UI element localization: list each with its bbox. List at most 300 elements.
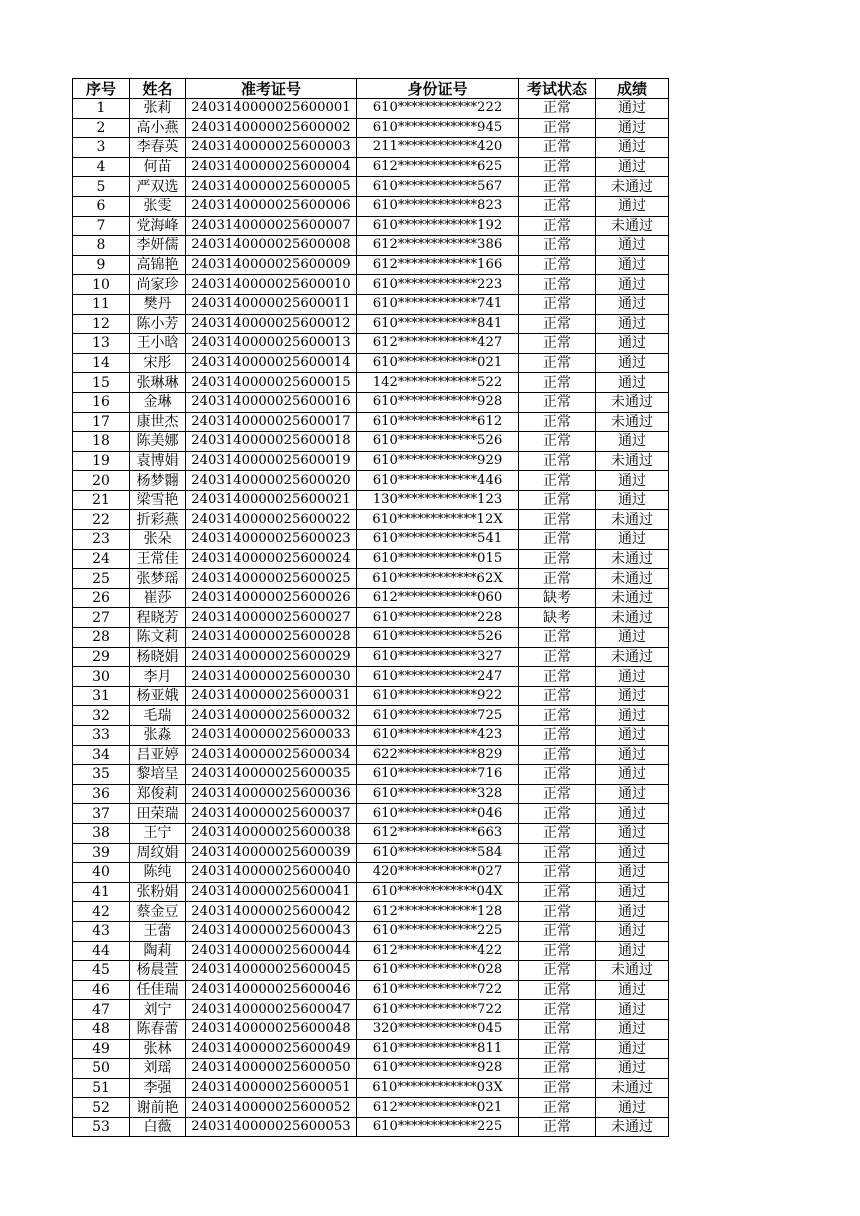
cell-id: 610************192	[357, 216, 519, 236]
cell-name: 谢前艳	[130, 1098, 186, 1118]
cell-status: 正常	[519, 314, 596, 334]
cell-status: 正常	[519, 373, 596, 393]
cell-id: 610************526	[357, 628, 519, 648]
cell-ticket: 2403140000025600039	[186, 843, 357, 863]
table-row	[73, 196, 669, 216]
cell-status: 正常	[519, 451, 596, 471]
cell-id: 610************722	[357, 1000, 519, 1020]
cell-name: 陈春蕾	[130, 1019, 186, 1039]
cell-name: 刘宁	[130, 1000, 186, 1020]
table-row	[73, 647, 669, 667]
table-row	[73, 608, 669, 628]
table-row	[73, 1098, 669, 1118]
table-row	[73, 549, 669, 569]
cell-ticket: 2403140000025600032	[186, 706, 357, 726]
cell-id: 610************12X	[357, 510, 519, 530]
cell-name: 杨梦翾	[130, 471, 186, 491]
cell-ticket: 2403140000025600022	[186, 510, 357, 530]
table-row	[73, 843, 669, 863]
cell-result: 未通过	[596, 216, 669, 236]
cell-id: 610************928	[357, 1059, 519, 1079]
cell-no: 41	[73, 882, 130, 902]
cell-result: 通过	[596, 99, 669, 119]
cell-status: 正常	[519, 118, 596, 138]
cell-status: 正常	[519, 902, 596, 922]
cell-ticket: 2403140000025600051	[186, 1078, 357, 1098]
cell-ticket: 2403140000025600025	[186, 569, 357, 589]
cell-result: 未通过	[596, 588, 669, 608]
cell-id: 610************811	[357, 1039, 519, 1059]
cell-result: 通过	[596, 138, 669, 158]
cell-ticket: 2403140000025600033	[186, 726, 357, 746]
cell-result: 通过	[596, 1039, 669, 1059]
cell-no: 39	[73, 843, 130, 863]
cell-name: 张粉娟	[130, 882, 186, 902]
cell-name: 高锦艳	[130, 255, 186, 275]
cell-id: 142************522	[357, 373, 519, 393]
cell-id: 610************423	[357, 726, 519, 746]
cell-ticket: 2403140000025600027	[186, 608, 357, 628]
table-row	[73, 432, 669, 452]
cell-ticket: 2403140000025600049	[186, 1039, 357, 1059]
cell-ticket: 2403140000025600041	[186, 882, 357, 902]
cell-name: 刘瑶	[130, 1059, 186, 1079]
cell-id: 610************021	[357, 353, 519, 373]
cell-no: 30	[73, 667, 130, 687]
table-row	[73, 530, 669, 550]
cell-ticket: 2403140000025600050	[186, 1059, 357, 1079]
header-no: 序号	[73, 79, 130, 99]
cell-ticket: 2403140000025600048	[186, 1019, 357, 1039]
cell-result: 未通过	[596, 647, 669, 667]
cell-no: 4	[73, 157, 130, 177]
cell-no: 33	[73, 726, 130, 746]
cell-status: 正常	[519, 294, 596, 314]
cell-name: 樊丹	[130, 294, 186, 314]
cell-no: 6	[73, 196, 130, 216]
cell-id: 622************829	[357, 745, 519, 765]
cell-result: 通过	[596, 334, 669, 354]
cell-id: 610************228	[357, 608, 519, 628]
table-row	[73, 784, 669, 804]
cell-name: 杨晓娟	[130, 647, 186, 667]
cell-result: 通过	[596, 471, 669, 491]
cell-ticket: 2403140000025600020	[186, 471, 357, 491]
cell-name: 陈纯	[130, 863, 186, 883]
cell-status: 正常	[519, 706, 596, 726]
cell-result: 通过	[596, 843, 669, 863]
cell-result: 通过	[596, 667, 669, 687]
cell-name: 周纹娟	[130, 843, 186, 863]
cell-name: 李月	[130, 667, 186, 687]
cell-no: 18	[73, 432, 130, 452]
cell-result: 通过	[596, 823, 669, 843]
table-row	[73, 275, 669, 295]
cell-ticket: 2403140000025600008	[186, 236, 357, 256]
table-row	[73, 294, 669, 314]
cell-ticket: 2403140000025600024	[186, 549, 357, 569]
cell-status: 正常	[519, 882, 596, 902]
table-row	[73, 392, 669, 412]
cell-status: 正常	[519, 510, 596, 530]
cell-ticket: 2403140000025600036	[186, 784, 357, 804]
cell-no: 34	[73, 745, 130, 765]
cell-status: 正常	[519, 353, 596, 373]
cell-ticket: 2403140000025600002	[186, 118, 357, 138]
cell-result: 通过	[596, 1000, 669, 1020]
table-row	[73, 510, 669, 530]
cell-ticket: 2403140000025600034	[186, 745, 357, 765]
cell-ticket: 2403140000025600040	[186, 863, 357, 883]
cell-name: 蔡金豆	[130, 902, 186, 922]
cell-name: 王小晗	[130, 334, 186, 354]
cell-id: 612************663	[357, 823, 519, 843]
table-row	[73, 353, 669, 373]
cell-status: 正常	[519, 412, 596, 432]
cell-status: 正常	[519, 471, 596, 491]
cell-status: 正常	[519, 236, 596, 256]
cell-ticket: 2403140000025600014	[186, 353, 357, 373]
cell-id: 610************929	[357, 451, 519, 471]
cell-id: 610************223	[357, 275, 519, 295]
table-row	[73, 765, 669, 785]
cell-ticket: 2403140000025600045	[186, 961, 357, 981]
cell-no: 10	[73, 275, 130, 295]
table-body	[73, 99, 669, 1137]
cell-result: 通过	[596, 863, 669, 883]
cell-no: 15	[73, 373, 130, 393]
cell-ticket: 2403140000025600018	[186, 432, 357, 452]
cell-name: 党海峰	[130, 216, 186, 236]
table-row	[73, 1059, 669, 1079]
cell-name: 王宁	[130, 823, 186, 843]
cell-result: 未通过	[596, 549, 669, 569]
table-row	[73, 980, 669, 1000]
cell-result: 通过	[596, 1098, 669, 1118]
cell-id: 610************725	[357, 706, 519, 726]
header-ticket: 准考证号	[186, 79, 357, 99]
cell-name: 任佳瑞	[130, 980, 186, 1000]
cell-no: 44	[73, 941, 130, 961]
cell-name: 崔莎	[130, 588, 186, 608]
cell-result: 通过	[596, 490, 669, 510]
cell-ticket: 2403140000025600023	[186, 530, 357, 550]
cell-ticket: 2403140000025600044	[186, 941, 357, 961]
table-row	[73, 314, 669, 334]
cell-status: 正常	[519, 823, 596, 843]
header-name: 姓名	[130, 79, 186, 99]
cell-no: 3	[73, 138, 130, 158]
cell-result: 通过	[596, 745, 669, 765]
cell-result: 通过	[596, 941, 669, 961]
table-row	[73, 1078, 669, 1098]
cell-status: 正常	[519, 549, 596, 569]
cell-name: 陶莉	[130, 941, 186, 961]
cell-id: 610************62X	[357, 569, 519, 589]
cell-no: 5	[73, 177, 130, 197]
cell-status: 正常	[519, 745, 596, 765]
cell-id: 130************123	[357, 490, 519, 510]
cell-ticket: 2403140000025600042	[186, 902, 357, 922]
cell-name: 康世杰	[130, 412, 186, 432]
cell-ticket: 2403140000025600015	[186, 373, 357, 393]
cell-result: 通过	[596, 196, 669, 216]
cell-name: 高小燕	[130, 118, 186, 138]
cell-no: 11	[73, 294, 130, 314]
cell-ticket: 2403140000025600043	[186, 921, 357, 941]
cell-no: 16	[73, 392, 130, 412]
cell-name: 田荣瑞	[130, 804, 186, 824]
table-row	[73, 921, 669, 941]
cell-no: 53	[73, 1117, 130, 1137]
cell-result: 通过	[596, 373, 669, 393]
table-row	[73, 882, 669, 902]
cell-status: 正常	[519, 1098, 596, 1118]
table-row	[73, 823, 669, 843]
cell-status: 正常	[519, 432, 596, 452]
cell-status: 正常	[519, 1039, 596, 1059]
cell-id: 610************328	[357, 784, 519, 804]
cell-no: 52	[73, 1098, 130, 1118]
cell-name: 张莉	[130, 99, 186, 119]
cell-no: 32	[73, 706, 130, 726]
cell-id: 612************021	[357, 1098, 519, 1118]
cell-ticket: 2403140000025600012	[186, 314, 357, 334]
cell-result: 通过	[596, 921, 669, 941]
cell-id: 610************922	[357, 686, 519, 706]
cell-status: 正常	[519, 1000, 596, 1020]
cell-ticket: 2403140000025600009	[186, 255, 357, 275]
cell-name: 严双选	[130, 177, 186, 197]
cell-id: 612************422	[357, 941, 519, 961]
cell-result: 通过	[596, 726, 669, 746]
cell-status: 缺考	[519, 588, 596, 608]
cell-result: 未通过	[596, 961, 669, 981]
cell-result: 通过	[596, 706, 669, 726]
cell-id: 612************386	[357, 236, 519, 256]
table-row	[73, 1117, 669, 1137]
cell-no: 36	[73, 784, 130, 804]
cell-id: 211************420	[357, 138, 519, 158]
cell-status: 正常	[519, 980, 596, 1000]
table-row	[73, 451, 669, 471]
cell-result: 通过	[596, 118, 669, 138]
cell-status: 正常	[519, 334, 596, 354]
cell-name: 程晓芳	[130, 608, 186, 628]
cell-no: 1	[73, 99, 130, 119]
header-row	[73, 79, 669, 99]
table-row	[73, 490, 669, 510]
cell-result: 通过	[596, 530, 669, 550]
cell-id: 420************027	[357, 863, 519, 883]
cell-status: 正常	[519, 1117, 596, 1137]
cell-id: 612************625	[357, 157, 519, 177]
cell-name: 张梦瑶	[130, 569, 186, 589]
cell-status: 正常	[519, 569, 596, 589]
cell-result: 通过	[596, 236, 669, 256]
cell-id: 610************567	[357, 177, 519, 197]
cell-id: 610************945	[357, 118, 519, 138]
cell-name: 袁博娟	[130, 451, 186, 471]
cell-id: 610************928	[357, 392, 519, 412]
cell-no: 24	[73, 549, 130, 569]
cell-status: 正常	[519, 961, 596, 981]
cell-id: 612************427	[357, 334, 519, 354]
cell-no: 14	[73, 353, 130, 373]
results-table	[72, 78, 669, 1137]
cell-status: 正常	[519, 530, 596, 550]
cell-ticket: 2403140000025600047	[186, 1000, 357, 1020]
cell-name: 张雯	[130, 196, 186, 216]
cell-ticket: 2403140000025600037	[186, 804, 357, 824]
cell-no: 31	[73, 686, 130, 706]
cell-ticket: 2403140000025600001	[186, 99, 357, 119]
cell-result: 未通过	[596, 392, 669, 412]
table-row	[73, 902, 669, 922]
cell-name: 陈文莉	[130, 628, 186, 648]
cell-no: 23	[73, 530, 130, 550]
cell-no: 7	[73, 216, 130, 236]
table-row	[73, 255, 669, 275]
cell-result: 通过	[596, 1019, 669, 1039]
table-row	[73, 1039, 669, 1059]
cell-status: 正常	[519, 275, 596, 295]
table-row	[73, 706, 669, 726]
cell-result: 通过	[596, 902, 669, 922]
cell-status: 正常	[519, 1059, 596, 1079]
cell-status: 正常	[519, 255, 596, 275]
cell-id: 610************716	[357, 765, 519, 785]
cell-ticket: 2403140000025600003	[186, 138, 357, 158]
cell-result: 通过	[596, 255, 669, 275]
cell-name: 张朵	[130, 530, 186, 550]
cell-name: 杨亚娥	[130, 686, 186, 706]
cell-name: 陈美娜	[130, 432, 186, 452]
cell-no: 35	[73, 765, 130, 785]
cell-ticket: 2403140000025600021	[186, 490, 357, 510]
table-row	[73, 157, 669, 177]
table-row	[73, 667, 669, 687]
cell-ticket: 2403140000025600019	[186, 451, 357, 471]
cell-status: 正常	[519, 1019, 596, 1039]
cell-no: 26	[73, 588, 130, 608]
cell-id: 610************222	[357, 99, 519, 119]
cell-no: 46	[73, 980, 130, 1000]
table-row	[73, 236, 669, 256]
cell-result: 通过	[596, 980, 669, 1000]
cell-result: 未通过	[596, 177, 669, 197]
cell-ticket: 2403140000025600004	[186, 157, 357, 177]
cell-no: 22	[73, 510, 130, 530]
table-row	[73, 99, 669, 119]
cell-status: 正常	[519, 628, 596, 648]
cell-ticket: 2403140000025600053	[186, 1117, 357, 1137]
cell-name: 梁雪艳	[130, 490, 186, 510]
cell-name: 张琳琳	[130, 373, 186, 393]
cell-name: 宋彤	[130, 353, 186, 373]
cell-result: 未通过	[596, 510, 669, 530]
cell-name: 郑俊莉	[130, 784, 186, 804]
cell-status: 正常	[519, 784, 596, 804]
cell-status: 正常	[519, 177, 596, 197]
cell-id: 610************584	[357, 843, 519, 863]
header-id: 身份证号	[357, 79, 519, 99]
cell-status: 正常	[519, 941, 596, 961]
cell-id: 612************060	[357, 588, 519, 608]
table-row	[73, 941, 669, 961]
table-row	[73, 686, 669, 706]
cell-result: 未通过	[596, 1117, 669, 1137]
cell-no: 45	[73, 961, 130, 981]
cell-no: 21	[73, 490, 130, 510]
cell-no: 51	[73, 1078, 130, 1098]
cell-id: 610************612	[357, 412, 519, 432]
header-result: 成绩	[596, 79, 669, 99]
cell-result: 未通过	[596, 451, 669, 471]
cell-result: 未通过	[596, 608, 669, 628]
cell-id: 610************741	[357, 294, 519, 314]
table-row	[73, 177, 669, 197]
cell-no: 48	[73, 1019, 130, 1039]
table-row	[73, 1019, 669, 1039]
cell-ticket: 2403140000025600017	[186, 412, 357, 432]
cell-result: 通过	[596, 804, 669, 824]
cell-status: 正常	[519, 804, 596, 824]
cell-status: 正常	[519, 392, 596, 412]
cell-ticket: 2403140000025600026	[186, 588, 357, 608]
cell-name: 王蕾	[130, 921, 186, 941]
cell-no: 38	[73, 823, 130, 843]
cell-id: 610************526	[357, 432, 519, 452]
cell-result: 通过	[596, 314, 669, 334]
cell-id: 610************327	[357, 647, 519, 667]
cell-name: 李强	[130, 1078, 186, 1098]
cell-result: 未通过	[596, 1078, 669, 1098]
cell-id: 612************128	[357, 902, 519, 922]
cell-name: 李妍儒	[130, 236, 186, 256]
cell-no: 20	[73, 471, 130, 491]
table-row	[73, 628, 669, 648]
cell-no: 2	[73, 118, 130, 138]
cell-no: 27	[73, 608, 130, 628]
cell-id: 610************841	[357, 314, 519, 334]
table-row	[73, 216, 669, 236]
table-row	[73, 471, 669, 491]
cell-status: 正常	[519, 138, 596, 158]
cell-ticket: 2403140000025600035	[186, 765, 357, 785]
cell-status: 正常	[519, 647, 596, 667]
cell-ticket: 2403140000025600006	[186, 196, 357, 216]
cell-result: 通过	[596, 294, 669, 314]
cell-status: 正常	[519, 216, 596, 236]
cell-no: 28	[73, 628, 130, 648]
cell-no: 25	[73, 569, 130, 589]
cell-id: 610************015	[357, 549, 519, 569]
cell-no: 12	[73, 314, 130, 334]
cell-status: 正常	[519, 157, 596, 177]
cell-id: 610************04X	[357, 882, 519, 902]
cell-ticket: 2403140000025600007	[186, 216, 357, 236]
cell-status: 正常	[519, 863, 596, 883]
table-row	[73, 804, 669, 824]
cell-id: 610************247	[357, 667, 519, 687]
cell-name: 何苗	[130, 157, 186, 177]
cell-name: 毛瑞	[130, 706, 186, 726]
table-row	[73, 1000, 669, 1020]
cell-result: 通过	[596, 157, 669, 177]
cell-ticket: 2403140000025600010	[186, 275, 357, 295]
cell-name: 陈小芳	[130, 314, 186, 334]
